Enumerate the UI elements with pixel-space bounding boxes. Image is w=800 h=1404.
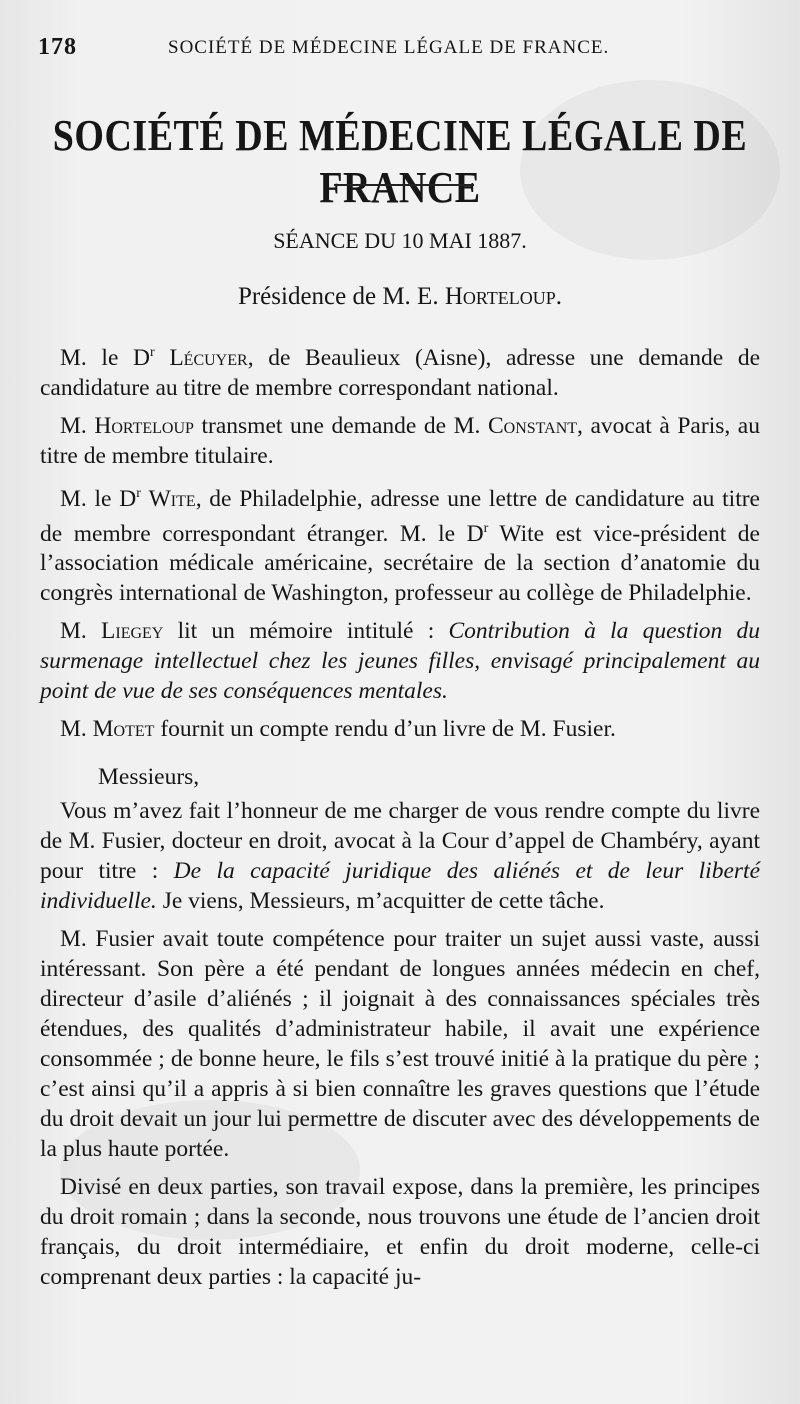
- text-run: transmet une demande de M.: [193, 412, 488, 439]
- page-number: 178: [38, 34, 77, 60]
- person-name: Motet: [92, 716, 155, 743]
- page-header: [38, 34, 762, 64]
- session-date: [0, 228, 800, 254]
- paragraph-liegey: [40, 616, 760, 706]
- book-title: De la capacité juridique des aliénés et de leur liberté individuelle.: [40, 858, 760, 915]
- text-run: fournit un compte rendu d’un livre de M. Fusier.: [154, 716, 616, 743]
- body-text: [40, 338, 760, 1300]
- paragraph-motet: [40, 714, 760, 744]
- salutation: Messieurs,: [98, 764, 200, 791]
- text-run: M. le D: [60, 485, 137, 512]
- presidency-prefix: Présidence de M. E.: [237, 283, 445, 310]
- text-run: Vous m’avez fait l’honneur de me charger de vous rendre compte du livre de M. Fusier, docteur en droit, avocat à la Cour d’appel de Chambéry, ayant pour titre :: [40, 798, 760, 885]
- section-title: SOCIÉTÉ DE MÉDECINE LÉGALE DE FRANCE: [52, 111, 748, 213]
- text-run: lit un mémoire intitulé :: [163, 618, 449, 645]
- presidency-line: [0, 283, 800, 311]
- paragraph-lecuyer: [40, 338, 760, 403]
- paragraph-report-intro: [40, 796, 760, 916]
- person-name: Lécuyer: [169, 344, 248, 371]
- running-head: SOCIÉTÉ DE MÉDECINE LÉGALE DE FRANCE.: [168, 37, 610, 58]
- text-run: M.: [60, 618, 102, 645]
- presidency-name: Horteloup.: [444, 283, 563, 310]
- person-name: Wite: [148, 485, 196, 512]
- text-run: M.: [60, 716, 93, 743]
- session-date-text: SÉANCE DU 10 MAI 1887.: [273, 228, 527, 253]
- text-run: , avocat à Paris, au titre de membre titulaire.: [40, 412, 760, 469]
- memoir-title: Contribution à la question du surmenage intellectuel chez les jeunes filles, envisagé principalement au point de vue de ses conséquences mentales.: [40, 618, 760, 705]
- person-name: Liegey: [101, 618, 164, 645]
- person-name: Horteloup: [94, 412, 194, 439]
- text-run: M.: [60, 412, 95, 439]
- text-run: M. le D: [60, 344, 150, 371]
- paragraph-wite: [40, 479, 760, 609]
- text-run: Je viens, Messieurs, m’acquitter de cette tâche.: [156, 888, 605, 915]
- paragraph-horteloup: [40, 411, 760, 471]
- superscript: r: [136, 485, 141, 501]
- superscript: r: [150, 345, 155, 360]
- superscript: r: [483, 520, 489, 536]
- title-rule: [334, 184, 474, 186]
- text-run: , de Philadelphie, adresse une lettre de candidature au titre de membre correspondant étranger. M. le D: [40, 485, 760, 547]
- paragraph-fusier-background: M. Fusier avait toute compétence pour traiter un sujet aussi vaste, aussi intéressant. Son père a été pendant de longues années médecin en chef, directeur d’asile d’aliénés ; il joignait à des connaissances spéciales très étendues, des qualités d’administrateur habile, il avait une expérience consommée ; de bonne heure, le fils s’est trouvé initié à la pratique du père ; c’est ainsi qu’il a appris à si bien connaître les graves questions que l’étude du droit devait un jour lui permettre de discuter avec des développements de la plus haute portée.: [40, 926, 760, 1163]
- text-run: Wite est vice-président de l’association médicale américaine, secrétaire de la section d’anatomie du congrès international de Washington, professeur au collège de Philadelphie.: [40, 520, 760, 607]
- person-name: Constant: [487, 412, 578, 439]
- text-run: , de Beaulieux (Aisne), adresse une demande de candidature au titre de membre correspondant national.: [40, 344, 760, 401]
- paragraph-work-division: Divisé en deux parties, son travail expose, dans la première, les principes du droit romain ; dans la seconde, nous trouvons une étude de l’ancien droit français, du droit intermédiaire, et enfin du droit moderne, celle-ci comprenant deux parties : la capacité ju-: [40, 1174, 760, 1291]
